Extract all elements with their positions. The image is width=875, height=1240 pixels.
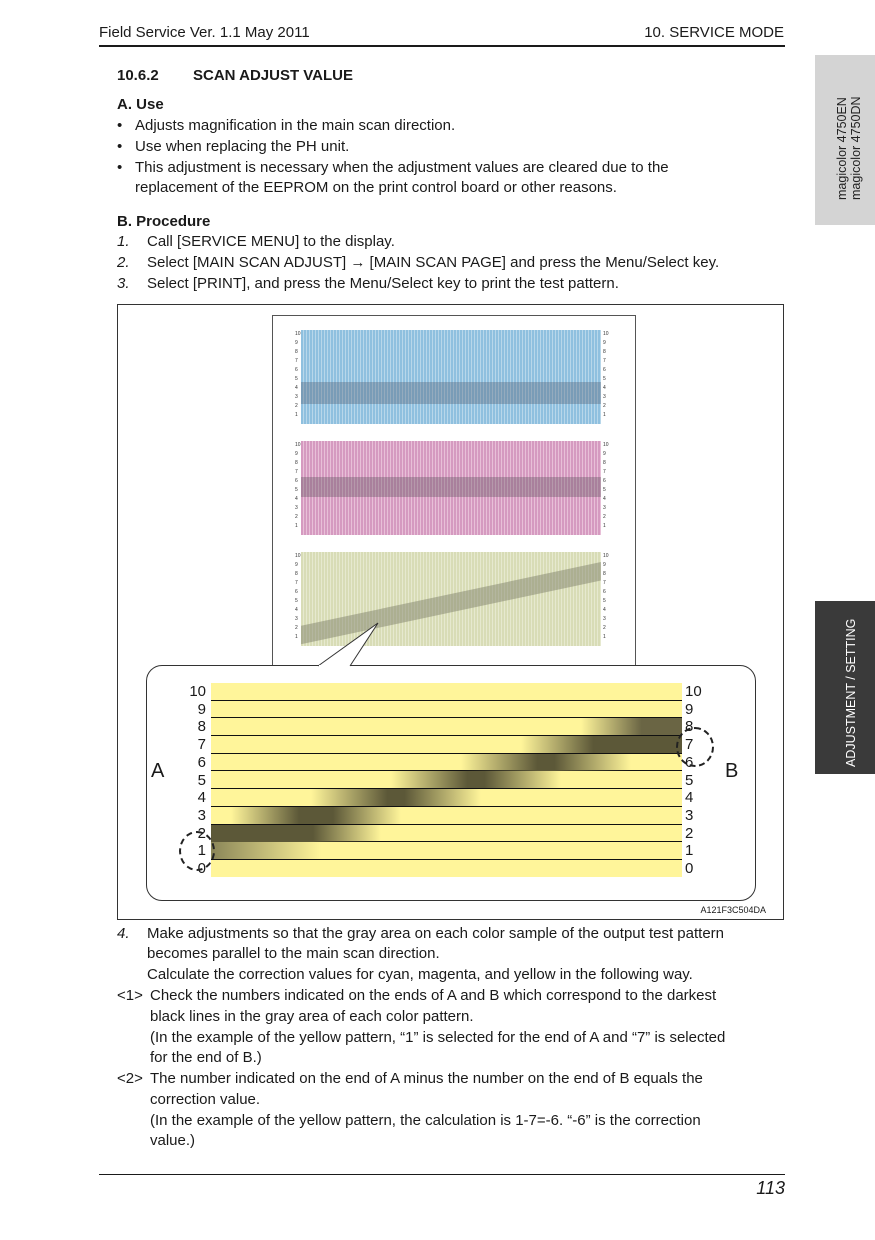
step-text: Call [SERVICE MENU] to the display.	[147, 233, 395, 250]
scale-tick-label: 8	[295, 349, 298, 355]
scale-tick-label: 3	[295, 616, 298, 622]
sub2-line3: (In the example of the yellow pattern, the calculation is 1-7=-6. “-6” is the correction	[150, 1112, 701, 1129]
scale-tick-label: 7	[295, 580, 298, 586]
scale-tick-label: 9	[603, 340, 606, 346]
scale-tick-label: 9	[603, 562, 606, 568]
step4-line2: becomes parallel to the main scan direction.	[147, 945, 440, 962]
scale-tick-label: 10	[189, 683, 206, 700]
header-left: Field Service Ver. 1.1 May 2011	[99, 24, 310, 41]
sub1-line4: for the end of B.)	[150, 1049, 262, 1066]
scale-tick-label: 5	[603, 598, 606, 604]
dark-band-segment	[391, 771, 561, 788]
scale-tick-label: 4	[685, 789, 694, 807]
scale-tick-label: 8	[295, 460, 298, 466]
step-number: 2.	[117, 254, 130, 271]
scale-tick-label: 3	[197, 806, 206, 824]
scale-tick-label: 8	[603, 349, 606, 355]
scale-tick-label: 6	[685, 753, 694, 771]
scale-tick-label: 8	[197, 718, 206, 736]
scale-tick-label: 6	[295, 367, 298, 373]
scale-tick-label: 7	[603, 580, 606, 586]
scale-tick-label: 3	[685, 806, 694, 824]
scale-tick-label: 3	[603, 394, 606, 400]
section-side-tab	[815, 601, 875, 774]
scale-tick-label: 4	[295, 607, 298, 613]
scale-tick-label: 8	[603, 460, 606, 466]
sub1-line3: (In the example of the yellow pattern, “1” is selected for the end of A and “7” is selected	[150, 1029, 726, 1046]
figure-code: A121F3C504DA	[700, 905, 766, 915]
sub1-line1: Check the numbers indicated on the ends of A and B which correspond to the darkest	[150, 987, 717, 1004]
scale-tick-label: 7	[197, 736, 206, 754]
label-b: B	[725, 760, 739, 782]
scale-tick-label: 10	[295, 331, 301, 337]
magnified-yellow-pattern	[211, 683, 682, 877]
scale-tick-label: 9	[295, 562, 298, 568]
scale-tick-label: 2	[197, 824, 206, 842]
scale-tick-label: 3	[603, 616, 606, 622]
dark-band-segment	[461, 754, 631, 771]
step-text: Select [MAIN SCAN ADJUST] → [MAIN SCAN PAGE] and press the Menu/Select key.	[147, 254, 720, 271]
step4-line1: Make adjustments so that the gray area on each color sample of the output test pattern	[147, 925, 725, 942]
selected-b-marker	[676, 727, 714, 767]
sub2-line4: value.)	[150, 1132, 196, 1149]
scale-tick-label: 5	[603, 487, 606, 493]
scale-tick-label: 4	[197, 789, 206, 807]
dark-band-segment	[521, 736, 682, 753]
scale-tick-label: 6	[295, 589, 298, 595]
scale-tick-label: 2	[685, 824, 694, 842]
step-text: Select [PRINT], and press the Menu/Select key to print the test pattern.	[147, 275, 619, 292]
scale-tick-label: 8	[685, 718, 694, 736]
scale-tick-label: 1	[295, 412, 298, 418]
scale-tick-label: 1	[295, 634, 298, 640]
model-line2: magicolor 4750DN	[849, 96, 863, 200]
section-tab-label: ADJUSTMENT / SETTING	[844, 618, 858, 767]
bullet-dot: •	[117, 117, 123, 134]
figure-frame	[117, 304, 784, 920]
sub2-line1: The number indicated on the end of A minus the number on the end of B equals the	[150, 1070, 703, 1087]
scale-tick-label: 5	[295, 598, 298, 604]
section-number: 10.6.2	[117, 67, 159, 84]
scale-tick-label: 3	[295, 505, 298, 511]
scale-tick-label: 4	[603, 607, 606, 613]
scale-tick-label: 9	[295, 340, 298, 346]
scale-tick-label: 0	[197, 860, 206, 878]
label-a: A	[151, 760, 165, 782]
scale-tick-label: 10	[295, 442, 301, 448]
scale-tick-label: 6	[295, 478, 298, 484]
scale-tick-label: 9	[295, 451, 298, 457]
dark-band-segment	[311, 789, 481, 806]
step-number: 1.	[117, 233, 130, 250]
scale-tick-label: 10	[603, 553, 609, 559]
dark-band-segment	[581, 718, 682, 735]
scale-tick-label: 7	[603, 358, 606, 364]
use-bullet-2: Use when replacing the PH unit.	[135, 138, 350, 155]
bullet-dot: •	[117, 159, 123, 176]
scale-tick-label: 2	[603, 403, 606, 409]
scale-tick-label: 10	[685, 683, 702, 700]
scale-tick-label: 7	[603, 469, 606, 475]
scale-tick-label: 1	[197, 842, 206, 860]
step4-line3: Calculate the correction values for cyan, magenta, and yellow in the following way.	[147, 966, 693, 983]
use-bullet-1: Adjusts magnification in the main scan direction.	[135, 117, 456, 134]
scale-tick-label: 5	[295, 487, 298, 493]
scale-tick-label: 3	[295, 394, 298, 400]
scale-tick-label: 8	[603, 571, 606, 577]
dark-band-segment	[231, 807, 401, 824]
scale-tick-label: 2	[603, 514, 606, 520]
step-number: 3.	[117, 275, 130, 292]
scale-tick-label: 9	[197, 700, 206, 718]
scale-tick-label: 7	[295, 358, 298, 364]
scale-tick-label: 2	[603, 625, 606, 631]
procedure-heading: B. Procedure	[117, 213, 211, 230]
scale-tick-label: 9	[685, 700, 694, 718]
bullet-dot: •	[117, 138, 123, 155]
scale-tick-label: 6	[603, 478, 606, 484]
scale-tick-label: 8	[295, 571, 298, 577]
scale-tick-label: 1	[685, 842, 694, 860]
scale-tick-label: 4	[603, 385, 606, 391]
model-line1: magicolor 4750EN	[835, 97, 849, 200]
scale-tick-label: 10	[295, 553, 301, 559]
sub-step-number: <2>	[117, 1070, 143, 1087]
scale-tick-label: 5	[685, 771, 694, 789]
dark-band-segment	[211, 842, 321, 859]
scale-tick-label: 9	[603, 451, 606, 457]
scale-tick-label: 10	[603, 442, 609, 448]
scale-tick-label: 1	[603, 634, 606, 640]
scale-tick-label: 1	[603, 523, 606, 529]
scale-tick-label: 1	[295, 523, 298, 529]
selected-a-marker	[179, 831, 215, 871]
scale-tick-label: 4	[295, 496, 298, 502]
sub-step-number: <1>	[117, 987, 143, 1004]
dark-band-segment	[211, 825, 381, 842]
step-number: 4.	[117, 925, 130, 942]
scale-tick-label: 1	[603, 412, 606, 418]
scale-tick-label: 4	[603, 496, 606, 502]
sub2-line2: correction value.	[150, 1091, 261, 1108]
page-number: 113	[756, 1178, 785, 1198]
scale-tick-label: 2	[295, 625, 298, 631]
scale-tick-label: 5	[197, 771, 206, 789]
scale-b	[685, 683, 715, 878]
section-title: SCAN ADJUST VALUE	[193, 67, 354, 84]
footer-rule	[99, 1174, 785, 1175]
scale-tick-label: 4	[295, 385, 298, 391]
use-bullet-3-cont: replacement of the EEPROM on the print control board or other reasons.	[135, 179, 617, 196]
scale-tick-label: 3	[603, 505, 606, 511]
scale-tick-label: 6	[197, 753, 206, 771]
use-heading: A. Use	[117, 96, 164, 113]
scale-tick-label: 6	[603, 589, 606, 595]
header-rule	[99, 45, 785, 47]
scale-tick-label: 5	[603, 376, 606, 382]
scale-tick-label: 2	[295, 403, 298, 409]
model-side-tab	[815, 55, 875, 225]
sub1-line2: black lines in the gray area of each color pattern.	[150, 1008, 474, 1025]
scale-tick-label: 7	[685, 736, 694, 754]
scale-tick-label: 10	[603, 331, 609, 337]
header-right: 10. SERVICE MODE	[644, 24, 784, 41]
scale-tick-label: 2	[295, 514, 298, 520]
scale-tick-label: 0	[685, 860, 694, 878]
scale-tick-label: 6	[603, 367, 606, 373]
scale-tick-label: 7	[295, 469, 298, 475]
scale-tick-label: 5	[295, 376, 298, 382]
use-bullet-3: This adjustment is necessary when the adjustment values are cleared due to the	[135, 159, 669, 176]
